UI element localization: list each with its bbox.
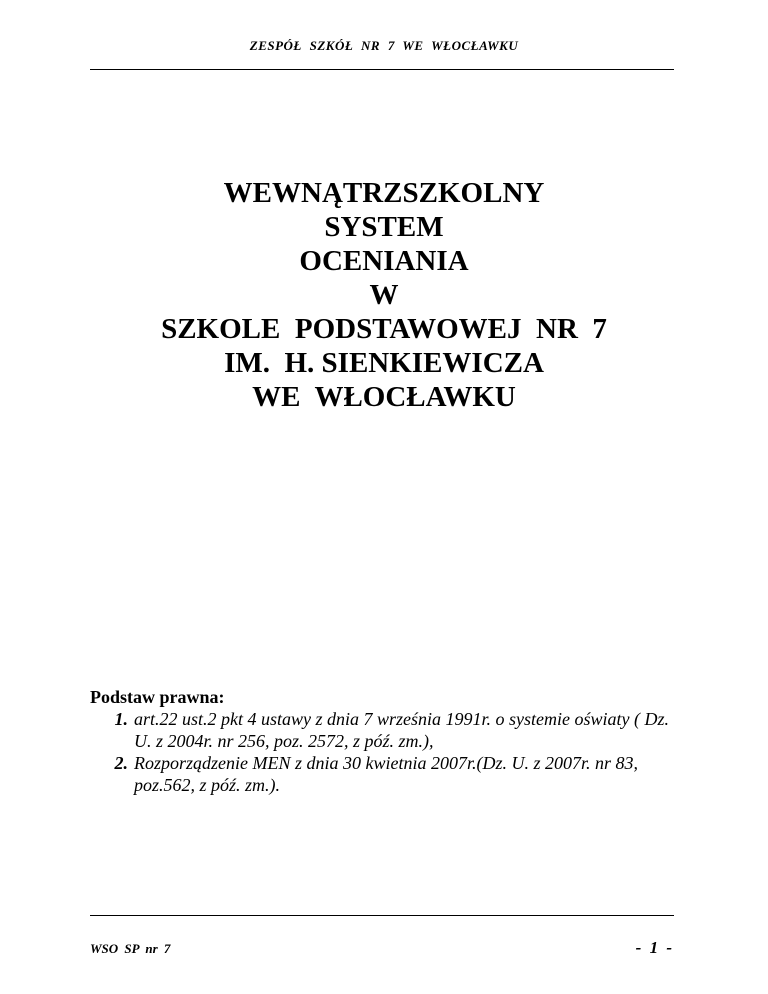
item-number: 1. xyxy=(114,709,128,729)
document-title xyxy=(0,176,768,414)
legal-basis-section xyxy=(90,686,690,796)
title-line: WE WŁOCŁAWKU xyxy=(252,381,516,413)
page-number: - 1 - xyxy=(635,938,674,957)
item-text: Rozporządzenie MEN z dnia 30 kwietnia 2007r.(Dz. U. z 2007r. nr 83, poz.562, z póź. zm.). xyxy=(134,753,639,795)
title-line: SYSTEM xyxy=(324,211,444,243)
title-line: IM. H. SIENKIEWICZA xyxy=(224,347,544,379)
page-header: ZESPÓŁ SZKÓŁ NR 7 WE WŁOCŁAWKU xyxy=(249,38,519,53)
footer-document-label: WSO SP nr 7 xyxy=(90,941,171,956)
title-line: OCENIANIA xyxy=(299,245,469,277)
header-divider xyxy=(90,69,674,70)
title-line: SZKOLE PODSTAWOWEJ NR 7 xyxy=(161,313,607,345)
legal-basis-heading: Podstaw prawna: xyxy=(90,687,225,707)
title-line: W xyxy=(369,279,399,311)
legal-basis-list xyxy=(90,708,690,796)
item-text: art.22 ust.2 pkt 4 ustawy z dnia 7 września 1991r. o systemie oświaty ( Dz. U. z 2004r. nr 256, poz. 2572, z póź. zm.), xyxy=(134,709,670,751)
legal-basis-item xyxy=(90,752,690,796)
item-number: 2. xyxy=(114,753,128,773)
legal-basis-item xyxy=(90,708,690,752)
footer-divider xyxy=(90,915,674,916)
title-line: WEWNĄTRZSZKOLNY xyxy=(223,177,545,209)
